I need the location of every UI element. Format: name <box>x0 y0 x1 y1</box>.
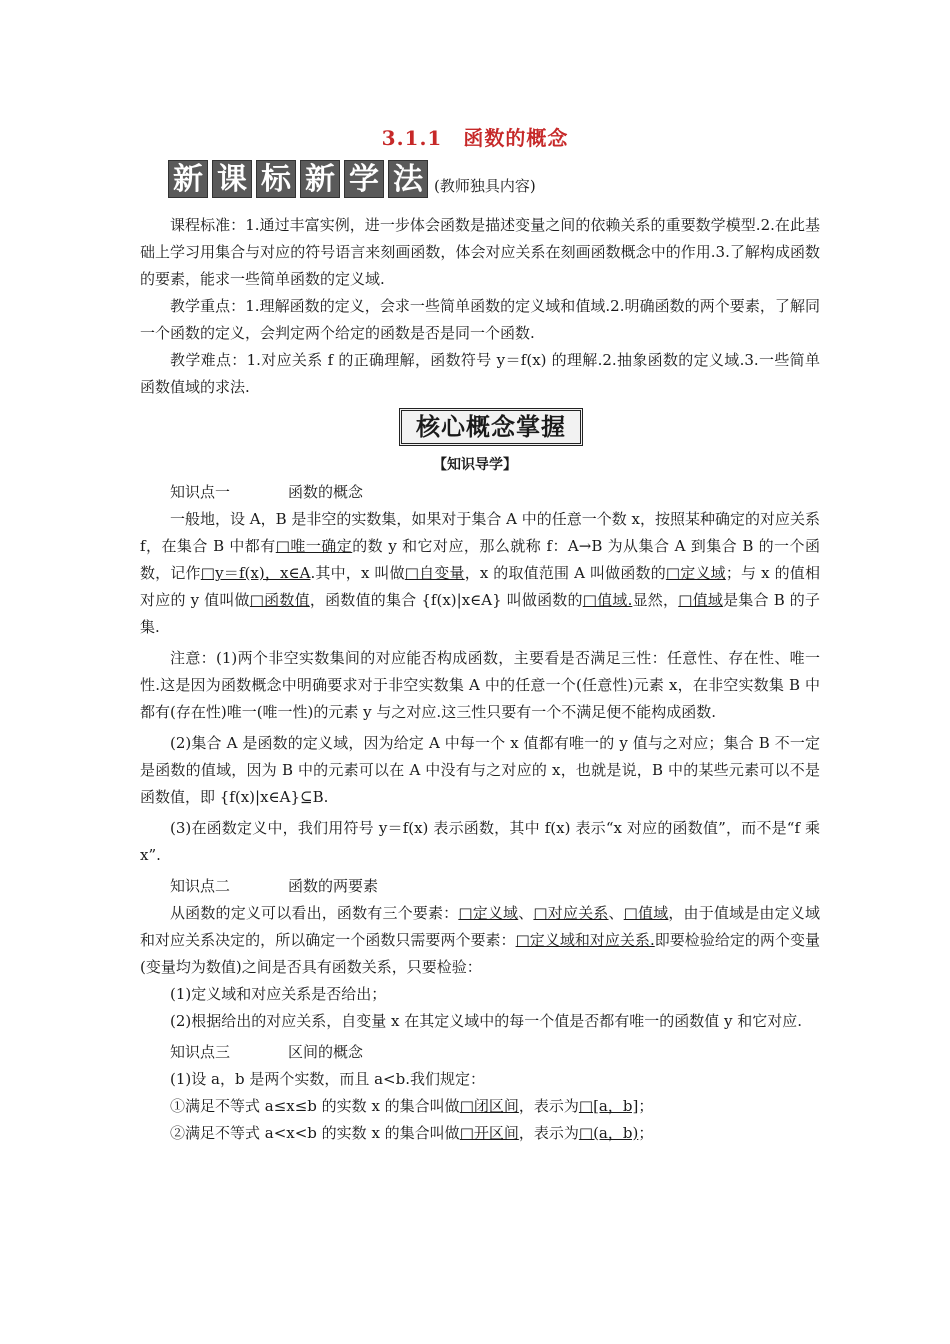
text-run: 从函数的定义可以看出，函数有三个要素： <box>170 904 459 922</box>
kp2-check-1: (1)定义域和对应关系是否给出； <box>170 985 387 1003</box>
kp1-label: 知识点一 <box>170 483 231 501</box>
text-run: ；与 x 的值相对应的 y 值叫做 <box>140 564 820 609</box>
text-run: ； <box>638 1097 654 1115</box>
knowledge-block <box>140 479 820 1147</box>
blank-answer: □值域 <box>623 904 669 922</box>
teaching-focus: 教学重点：1.理解函数的定义，会求一些简单函数的定义域和值域.2.明确函数的两个要素，了解同一个函数的定义，会判定两个给定的函数是否是同一个函数. <box>140 297 820 342</box>
banner-char: 标 <box>256 160 296 198</box>
banner-char: 新 <box>300 160 340 198</box>
banner-char: 新 <box>168 160 208 198</box>
blank-answer: □定义域 <box>665 564 726 582</box>
text-run: 即要检验给定的两个变量(变量均为数值)之间是否具有函数关系，只要检验： <box>140 931 820 976</box>
blank-answer: □[a，b] <box>578 1097 639 1115</box>
section-banner <box>168 160 536 198</box>
text-run: 的数 y 和它对应，那么就称 f：A→B 为从集合 A 到集合 B 的一个函数，记作 <box>140 537 820 582</box>
blank-answer: □y＝f(x)，x∈A <box>200 564 311 582</box>
blank-answer: □对应关系 <box>533 904 609 922</box>
banner-char: 学 <box>344 160 384 198</box>
course-standard: 课程标准：1.通过丰富实例，进一步体会函数是描述变量之间的依赖关系的重要数学模型.2.在此基础上学习用集合与对应的符号语言来刻画函数，体会对应关系在刻画函数概念中的作用.3.了解构成函数的要素，能求一些简单函数的定义域. <box>140 216 820 288</box>
blank-answer: □定义域和对应关系. <box>515 931 655 949</box>
kp2-body <box>140 900 820 981</box>
text-run: 显然， <box>632 591 679 609</box>
text-run: 一般地，设 A，B 是非空的实数集，如果对于集合 A 中的任意一个数 x，按照某种确定的对应关系 f，在集合 B 中都有 <box>140 510 820 555</box>
blank-answer: □(a，b) <box>578 1124 639 1142</box>
kp1-definition <box>140 506 820 641</box>
kp1-note-2: (2)集合 A 是函数的定义域，因为给定 A 中每一个 x 值都有唯一的 y 值与之对应；集合 B 不一定是函数的值域，因为 B 中的元素可以在 A 中没有与之对应的 x，也就是说，B 中的某些元素可以不是函数值，即 {f(x)|x∈A}⊆B. <box>140 734 820 806</box>
blank-answer: □值域. <box>582 591 633 609</box>
kp2-heading <box>140 873 820 900</box>
banner-char: 法 <box>388 160 428 198</box>
banner-note: (教师独具内容) <box>434 176 536 195</box>
blank-answer: □值域 <box>678 591 724 609</box>
kp3-heading <box>140 1039 820 1066</box>
subsection-label: 【知识导学】 <box>433 457 517 473</box>
kp3-item-1 <box>140 1093 820 1120</box>
text-run: ，表示为 <box>518 1097 579 1115</box>
page-title: 3.1.1 函数的概念 <box>381 126 569 150</box>
kp2-label: 知识点二 <box>170 877 231 895</box>
text-run: ，x 的取值范围 A 叫做函数的 <box>464 564 666 582</box>
section-header: 核心概念掌握 <box>399 408 583 446</box>
text-run: ，由于值域是由定义域和对应关系决定的，所以确定一个函数只需要两个要素： <box>140 904 820 949</box>
text-run: 、 <box>518 904 534 922</box>
blank-answer: □函数值 <box>249 591 310 609</box>
kp3-item-2 <box>140 1120 820 1147</box>
blank-answer: □开区间 <box>459 1124 519 1142</box>
blank-answer: □唯一确定 <box>275 537 353 555</box>
kp2-name: 函数的两要素 <box>288 877 379 895</box>
kp1-note-3: (3)在函数定义中，我们用符号 y＝f(x) 表示函数，其中 f(x) 表示“x 对应的函数值”，而不是“f 乘 x”. <box>140 819 820 864</box>
text-run: 是集合 B 的子集. <box>140 591 820 636</box>
text-run: ，函数值的集合 {f(x)|x∈A} 叫做函数的 <box>309 591 583 609</box>
kp3-name: 区间的概念 <box>288 1043 364 1061</box>
kp1-note-1: 注意：(1)两个非空实数集间的对应能否构成函数，主要看是否满足三性：任意性、存在性、唯一性.这是因为函数概念中明确要求对于非空实数集 A 中的任意一个(任意性)元素 x，在非空实数集 B 中都有(存在性)唯一(唯一性)的元素 y 与之对应.这三性只要有一个不满足便不能构成函数. <box>140 649 820 721</box>
text-run: .其中，x 叫做 <box>310 564 405 582</box>
kp2-check-2: (2)根据给出的对应关系，自变量 x 在其定义域中的每一个值是否都有唯一的函数值 y 和它对应. <box>170 1012 803 1030</box>
text-run: ； <box>638 1124 654 1142</box>
kp3-label: 知识点三 <box>170 1043 231 1061</box>
blank-answer: □定义域 <box>458 904 519 922</box>
text-run: 、 <box>608 904 624 922</box>
kp1-heading <box>140 479 820 506</box>
kp3-intro: (1)设 a，b 是两个实数，而且 a<b.我们规定： <box>170 1070 485 1088</box>
blank-answer: □自变量 <box>404 564 465 582</box>
teaching-difficulty: 教学难点：1.对应关系 f 的正确理解，函数符号 y＝f(x) 的理解.2.抽象函数的定义域.3.一些简单函数值域的求法. <box>140 351 820 396</box>
text-run: ①满足不等式 a≤x≤b 的实数 x 的集合叫做 <box>170 1097 460 1115</box>
text-run: ②满足不等式 a<x<b 的实数 x 的集合叫做 <box>170 1124 460 1142</box>
text-run: ，表示为 <box>518 1124 579 1142</box>
blank-answer: □闭区间 <box>459 1097 519 1115</box>
intro-block <box>140 212 820 401</box>
banner-char: 课 <box>212 160 252 198</box>
kp1-name: 函数的概念 <box>288 483 364 501</box>
